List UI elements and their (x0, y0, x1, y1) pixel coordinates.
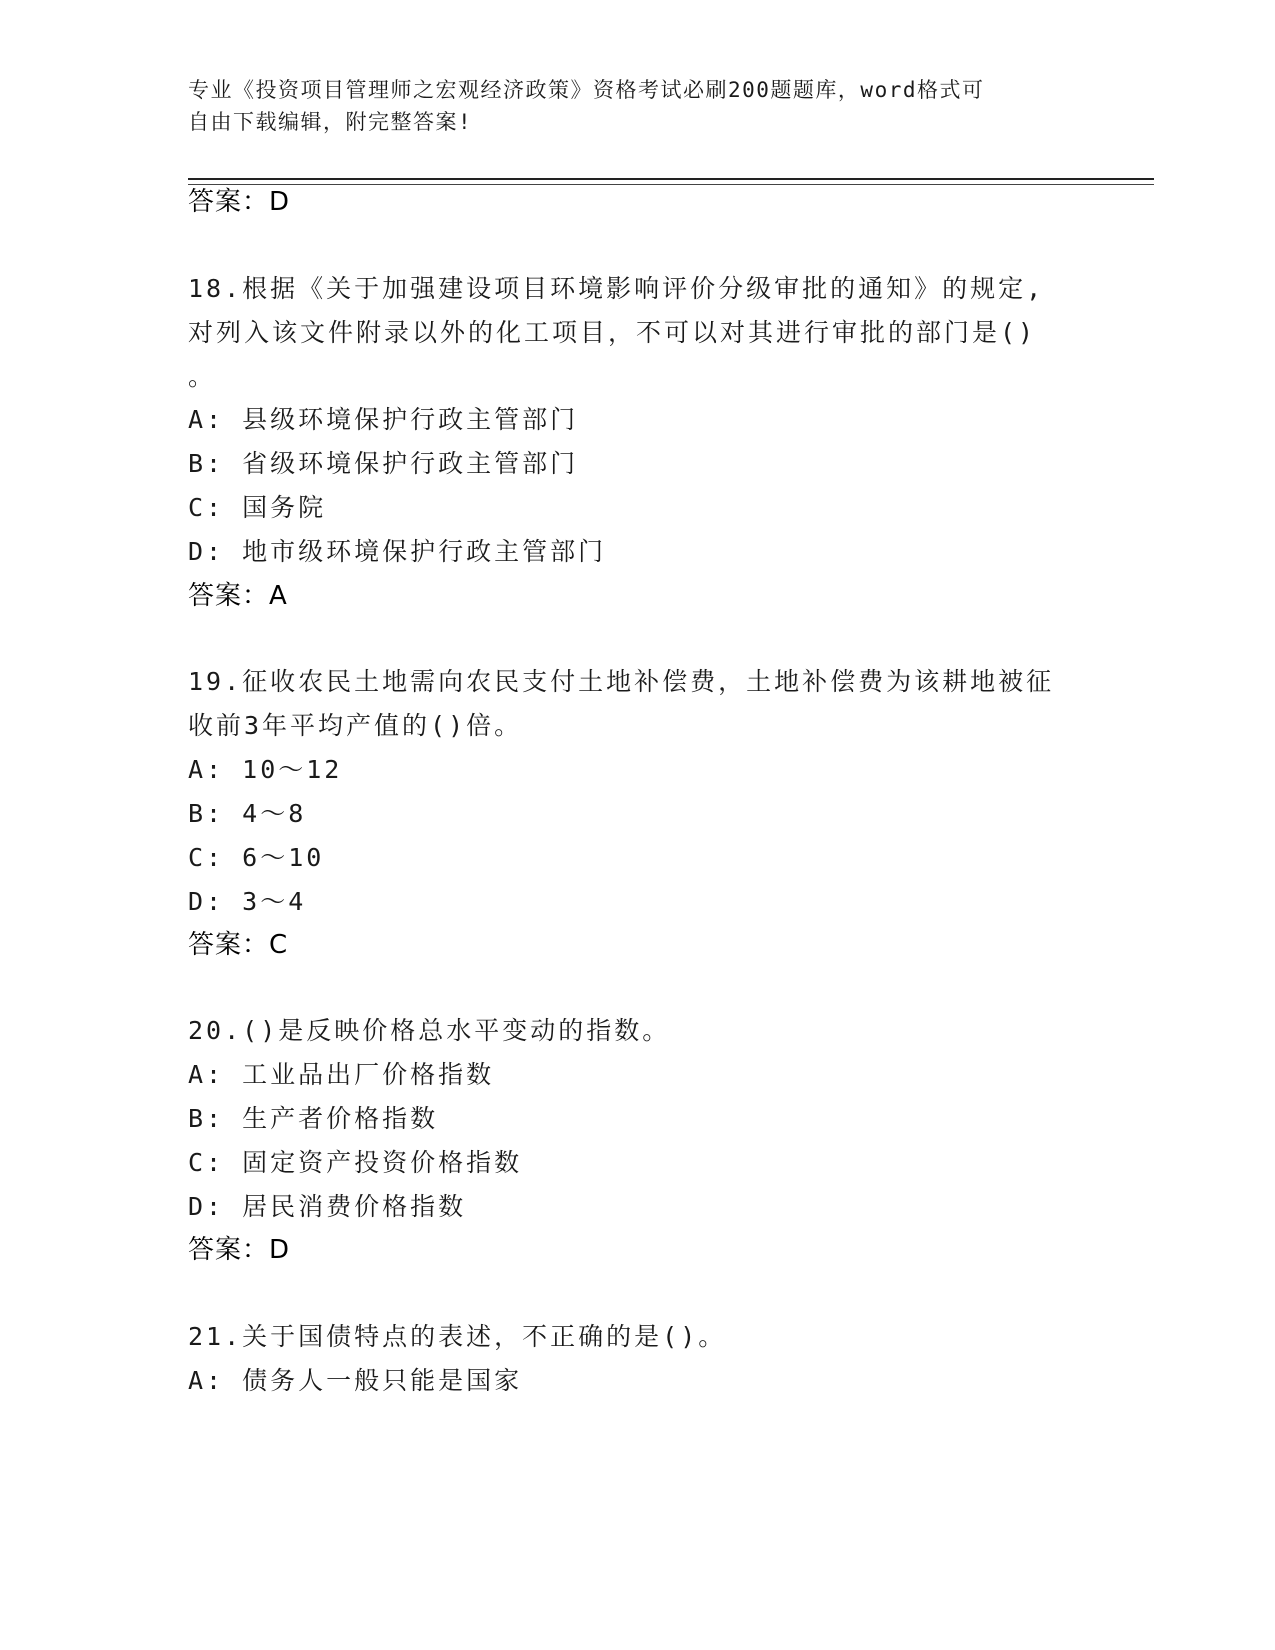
question-18-line-1: 18.根据《关于加强建设项目环境影响评价分级审批的通知》的规定, (188, 274, 1045, 303)
question-20-option-b: B: 生产者价格指数 (188, 1104, 439, 1133)
header-rule-bottom (188, 184, 1154, 185)
question-21-line-1: 21.关于国债特点的表述，不正确的是()。 (188, 1322, 727, 1351)
answer-prev: 答案：D (188, 187, 291, 217)
question-19-answer: 答案：C (188, 930, 289, 960)
question-20-option-a: A: 工业品出厂价格指数 (188, 1060, 495, 1089)
page-header (188, 74, 1088, 138)
question-20-option-c: C: 固定资产投资价格指数 (188, 1148, 523, 1177)
question-19-line-2: 收前3年平均产值的()倍。 (188, 711, 523, 740)
header-line-1: 专业《投资项目管理师之宏观经济政策》资格考试必刷200题题库，word格式可 (188, 78, 985, 102)
question-19-option-b: B: 4～8 (188, 799, 307, 828)
question-18-answer: 答案：A (188, 581, 288, 611)
question-18-option-a: A: 县级环境保护行政主管部门 (188, 405, 579, 434)
header-line-2: 自由下载编辑，附完整答案! (188, 110, 473, 134)
question-18-option-d: D: 地市级环境保护行政主管部门 (188, 537, 607, 566)
header-rule-top (188, 178, 1154, 180)
question-21-option-a: A: 债务人一般只能是国家 (188, 1366, 523, 1395)
question-19-line-1: 19.征收农民土地需向农民支付土地补偿费，土地补偿费为该耕地被征 (188, 667, 1055, 696)
question-19-option-c: C: 6～10 (188, 843, 325, 872)
question-19-option-a: A: 10～12 (188, 755, 343, 784)
question-19-option-d: D: 3～4 (188, 887, 307, 916)
question-18-option-b: B: 省级环境保护行政主管部门 (188, 449, 579, 478)
question-18-line-2: 对列入该文件附录以外的化工项目，不可以对其进行审批的部门是() (188, 318, 1037, 347)
question-20-answer: 答案：D (188, 1235, 291, 1265)
question-18-option-c: C: 国务院 (188, 493, 327, 522)
question-20-option-d: D: 居民消费价格指数 (188, 1192, 467, 1221)
question-20-line-1: 20.()是反映价格总水平变动的指数。 (188, 1016, 671, 1045)
question-18-line-3: 。 (188, 362, 217, 391)
